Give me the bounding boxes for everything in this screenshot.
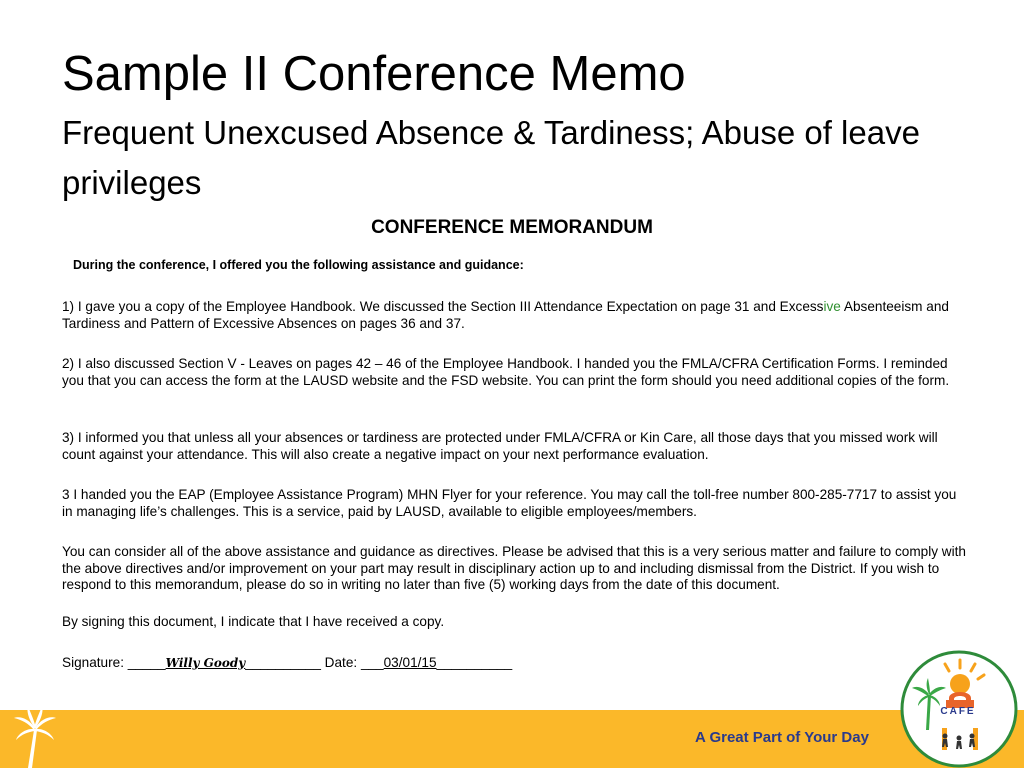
paragraph-1 bbox=[62, 299, 967, 332]
paragraph-6: By signing this document, I indicate that I have received a copy. bbox=[62, 614, 445, 629]
slide-title: Sample II Conference Memo bbox=[62, 47, 686, 101]
logo-text: CAFE bbox=[940, 706, 976, 717]
signature-blank-lead: _____ bbox=[127, 655, 166, 670]
date-blank-lead: ___ bbox=[360, 655, 384, 670]
intro-text: During the conference, I offered you the following assistance and guidance: bbox=[73, 258, 524, 272]
memo-heading: CONFERENCE MEMORANDUM bbox=[371, 217, 653, 238]
slide-subtitle: Frequent Unexcused Absence & Tardiness; Abuse of leave privileges bbox=[62, 114, 920, 201]
date-blank-trail: __________ bbox=[436, 655, 513, 670]
date-value: 03/01/15 bbox=[383, 655, 437, 670]
date-label: Date: bbox=[320, 655, 361, 670]
signature-line bbox=[62, 654, 512, 672]
paragraph-1-main: 1) I gave you a copy of the Employee Handbook. We discussed the Section III Attendance Expectation on page 31 and Excess bbox=[62, 299, 824, 314]
palm-tree-icon bbox=[12, 706, 58, 768]
paragraph-4: 3 I handed you the EAP (Employee Assistance Program) MHN Flyer for your reference. You may call the toll-free number 800-285-7717 to assist you in managing life’s challenges. This is a service, paid by LAUSD, available to eligible employees/members. bbox=[62, 487, 957, 519]
footer-band bbox=[0, 710, 1024, 768]
signature-name: Willy Goody bbox=[165, 656, 246, 670]
signature-label: Signature: bbox=[62, 655, 128, 670]
paragraph-3: 3) I informed you that unless all your absences or tardiness are protected under FMLA/CFRA or Kin Care, all those days that you missed work will count against your attendance. This will also create a negative impact on your next performance evaluation. bbox=[62, 430, 938, 462]
paragraph-1-rest: Absenteeism and Tardiness and Pattern of Excessive Absences on pages 36 and 37. bbox=[62, 299, 949, 331]
paragraph-2: 2) I also discussed Section V - Leaves on pages 42 – 46 of the Employee Handbook. I handed you the FMLA/CFRA Certification Forms. I reminded you that you can access the form at the LAUSD website and the FSD website. You can print the form should you need additional copies of the form. bbox=[62, 356, 950, 388]
paragraph-5: You can consider all of the above assistance and guidance as directives. Please be advised that this is a very serious matter and failure to comply with the above directives and/or improvement on your part may result in disciplinary action up to and including dismissal from the District. If you wish to respond to this memorandum, please do so in writing no later than five (5) working days from the date of this document. bbox=[62, 544, 966, 592]
footer-tagline: A Great Part of Your Day bbox=[695, 729, 869, 746]
paragraph-1-highlight: ive bbox=[823, 299, 841, 314]
signature-blank-trail: __________ bbox=[245, 655, 321, 670]
